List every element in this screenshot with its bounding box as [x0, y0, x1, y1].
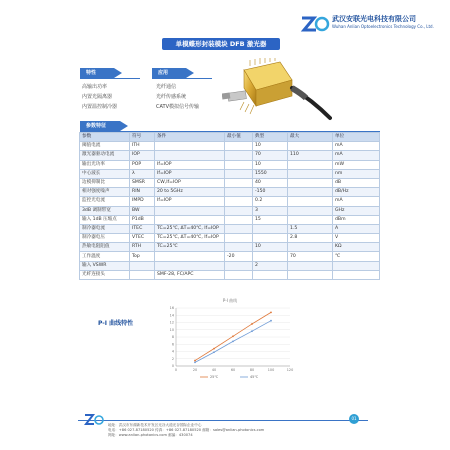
column-header: 条件 [155, 133, 225, 142]
table-row [80, 252, 380, 261]
table-row [80, 178, 380, 187]
column-header: 最大 [288, 133, 333, 142]
table-cell: CW,If=IOP [155, 178, 225, 187]
table-row [80, 206, 380, 215]
table-cell [288, 188, 333, 197]
table-cell: 0.2 [253, 197, 288, 206]
table-cell: 3dB 调制带宽 [80, 206, 130, 215]
table-cell: 70 [253, 151, 288, 160]
table-cell: 10 [253, 160, 288, 169]
table-cell: V [333, 234, 380, 243]
x-tick-label: 120 [286, 368, 294, 372]
table-cell: RTH [130, 243, 155, 252]
table-cell [155, 261, 225, 270]
table-cell: 3 [253, 206, 288, 215]
table-cell [155, 151, 225, 160]
table-cell: 20 to 5GHz [155, 188, 225, 197]
table-cell [155, 142, 225, 151]
x-tick-label: 40 [211, 368, 217, 372]
table-row [80, 169, 380, 178]
data-point [251, 323, 253, 325]
data-point [251, 330, 253, 332]
table-cell [225, 188, 253, 197]
y-tick-label: 6 [171, 342, 174, 347]
table-cell [225, 160, 253, 169]
table-row [80, 188, 380, 197]
table-cell: If=IOP [155, 169, 225, 178]
table-row [80, 261, 380, 270]
table-cell [253, 270, 288, 279]
table-cell: 监控光电流 [80, 197, 130, 206]
x-tick-label: 100 [267, 368, 275, 372]
x-tick-label: 60 [230, 368, 236, 372]
table-body [80, 142, 380, 280]
table-cell: mW [333, 160, 380, 169]
table-row [80, 234, 380, 243]
table-cell: 110 [288, 151, 333, 160]
table-cell [288, 142, 333, 151]
table-cell: -150 [253, 188, 288, 197]
footer-address: 地址：武汉市东湖新技术开发区光谷大道光谷国际企业中心 [108, 423, 202, 427]
data-point [270, 311, 272, 313]
table-cell: 2.8 [288, 234, 333, 243]
feature-item: 内置温控制冷器 [82, 104, 118, 110]
table-cell: IOP [130, 151, 155, 160]
table-row [80, 160, 380, 169]
data-point [270, 320, 272, 322]
table-cell [288, 169, 333, 178]
data-point [194, 361, 196, 363]
table-cell [288, 215, 333, 224]
table-cell: GHz [333, 206, 380, 215]
table-cell: 70 [288, 252, 333, 261]
y-tick-label: 10 [169, 327, 174, 332]
chart-title: P-I 曲线 [222, 298, 238, 303]
table-cell: TC=25℃ [155, 243, 225, 252]
parameter-table [79, 132, 380, 280]
product-title: 单模蝶形封装模块 DFB 激光器 [162, 38, 280, 50]
features-heading: 特性 [80, 68, 114, 78]
table-cell: 相对强度噪声 [80, 188, 130, 197]
pi-curve-label: P-I 曲线特性 [98, 320, 134, 327]
y-tick-label: 0 [171, 364, 174, 369]
y-tick-label: 2 [171, 356, 174, 361]
table-cell: dB [333, 178, 380, 187]
table-cell [288, 270, 333, 279]
table-cell: ITEC [130, 224, 155, 233]
data-point [213, 351, 215, 353]
table-cell: SMF-28, FC/APC [155, 270, 225, 279]
company-name-cn: 武汉安联光电科技有限公司 [332, 15, 416, 23]
x-tick-label: 0 [174, 368, 178, 372]
footer-divider [78, 420, 368, 421]
table-cell: ITH [130, 142, 155, 151]
y-tick-label: 14 [169, 313, 174, 318]
table-cell: 边模抑制比 [80, 178, 130, 187]
data-point [232, 340, 234, 342]
y-tick-label: 16 [169, 306, 174, 311]
data-point [232, 335, 234, 337]
params-heading: 参数特征 [80, 121, 120, 131]
feature-item: 内置光隔离器 [82, 94, 113, 100]
table-cell: 10 [253, 243, 288, 252]
table-cell [130, 270, 155, 279]
column-header: 符号 [130, 133, 155, 142]
table-cell [225, 243, 253, 252]
applications-heading: 应用 [152, 68, 186, 78]
table-cell [155, 215, 225, 224]
table-cell: VTEC [130, 234, 155, 243]
table-cell [288, 160, 333, 169]
x-tick-label: 20 [192, 368, 198, 372]
table-cell: mA [333, 142, 380, 151]
pi-curve-chart [160, 296, 300, 382]
table-cell: 热敏电阻阻值 [80, 243, 130, 252]
table-cell: ℃ [333, 252, 380, 261]
table-cell [225, 224, 253, 233]
table-cell [288, 261, 333, 270]
table-cell: 输入 1dB 压缩点 [80, 215, 130, 224]
table-cell [288, 178, 333, 187]
table-cell [225, 169, 253, 178]
data-point [194, 360, 196, 362]
table-cell: 40 [253, 178, 288, 187]
application-item: 光纤通信 [156, 84, 177, 90]
table-cell [225, 151, 253, 160]
table-cell: KΩ [333, 243, 380, 252]
table-cell: 1550 [253, 169, 288, 178]
applications-divider [152, 78, 212, 79]
y-tick-label: 4 [171, 349, 174, 354]
table-cell: A [333, 224, 380, 233]
table-cell [253, 234, 288, 243]
table-cell [225, 206, 253, 215]
legend-label: 45℃ [250, 375, 259, 379]
application-item: 光纤传感系统 [156, 94, 187, 100]
table-cell: If=IOP [155, 160, 225, 169]
table-cell: IMPD [130, 197, 155, 206]
data-point [213, 348, 215, 350]
table-row [80, 243, 380, 252]
table-cell: 阈值电流 [80, 142, 130, 151]
table-cell: SMSR [130, 178, 155, 187]
table-cell: dB/Hz [333, 188, 380, 197]
table-cell [253, 252, 288, 261]
table-cell [225, 142, 253, 151]
table-cell [253, 224, 288, 233]
table-cell: nm [333, 169, 380, 178]
table-cell: 中心波长 [80, 169, 130, 178]
features-divider [80, 78, 140, 79]
table-cell: 输入 VSWR [80, 261, 130, 270]
table-cell: dBm [333, 215, 380, 224]
table-cell: 2 [253, 261, 288, 270]
company-logo-icon [300, 14, 330, 36]
table-cell: POP [130, 160, 155, 169]
feature-item: 高输出功率 [82, 84, 108, 90]
table-cell: 输出光功率 [80, 160, 130, 169]
table-cell [288, 243, 333, 252]
table-row [80, 197, 380, 206]
table-cell [288, 197, 333, 206]
table-row [80, 151, 380, 160]
table-cell [130, 261, 155, 270]
table-cell: λ [130, 169, 155, 178]
table-cell: 激光器驱动电流 [80, 151, 130, 160]
table-cell [225, 215, 253, 224]
table-cell: If=IOP [155, 197, 225, 206]
table-cell [225, 261, 253, 270]
table-cell [333, 261, 380, 270]
company-name-en: Wuhan Anlian Optoelectronics Technology Co., Ltd. [332, 24, 434, 29]
table-header-row [80, 133, 380, 142]
table-cell: mA [333, 197, 380, 206]
table-cell: mA [333, 151, 380, 160]
footer-contact: 电话：+86 027-87180520 传真：+86 027-87180520 邮箱：sales@anlian-photonics.com [108, 428, 265, 432]
y-tick-label: 12 [169, 320, 174, 325]
table-cell: RIN [130, 188, 155, 197]
table-cell [288, 206, 333, 215]
legend-label: 25℃ [210, 375, 219, 379]
table-cell [225, 197, 253, 206]
x-tick-label: 80 [249, 368, 255, 372]
table-row [80, 142, 380, 151]
footer-logo-icon [84, 412, 104, 430]
table-cell: 10 [253, 142, 288, 151]
page-number: 01 [349, 414, 359, 424]
column-header: 参数 [80, 133, 130, 142]
table-row [80, 270, 380, 279]
table-cell [155, 206, 225, 215]
table-cell: 工作温度 [80, 252, 130, 261]
table-cell [333, 270, 380, 279]
column-header: 最小值 [225, 133, 253, 142]
table-cell: TC=25℃, ΔT=40℃, If=IOP [155, 234, 225, 243]
table-cell: BW [130, 206, 155, 215]
table-cell: 制冷器电压 [80, 234, 130, 243]
table-cell: 制冷器电流 [80, 224, 130, 233]
laser-module-image [222, 58, 332, 124]
table-row [80, 224, 380, 233]
column-header: 典型 [253, 133, 288, 142]
table-cell: 15 [253, 215, 288, 224]
table-cell [225, 234, 253, 243]
column-header: 单位 [333, 133, 380, 142]
table-cell [155, 252, 225, 261]
table-cell [225, 178, 253, 187]
table-cell: 1.5 [288, 224, 333, 233]
y-tick-label: 8 [171, 335, 174, 340]
table-cell: 光纤连接头 [80, 270, 130, 279]
table-cell [225, 270, 253, 279]
table-cell: TC=25℃, ΔT=40℃, If=IOP [155, 224, 225, 233]
table-row [80, 215, 380, 224]
application-item: CATV模拟信号传输 [156, 104, 199, 110]
table-cell: Top [130, 252, 155, 261]
table-cell: -20 [225, 252, 253, 261]
footer-website: 网址：www.anlian-photonics.com 邮编：430074 [108, 433, 193, 437]
table-cell: P1dB [130, 215, 155, 224]
